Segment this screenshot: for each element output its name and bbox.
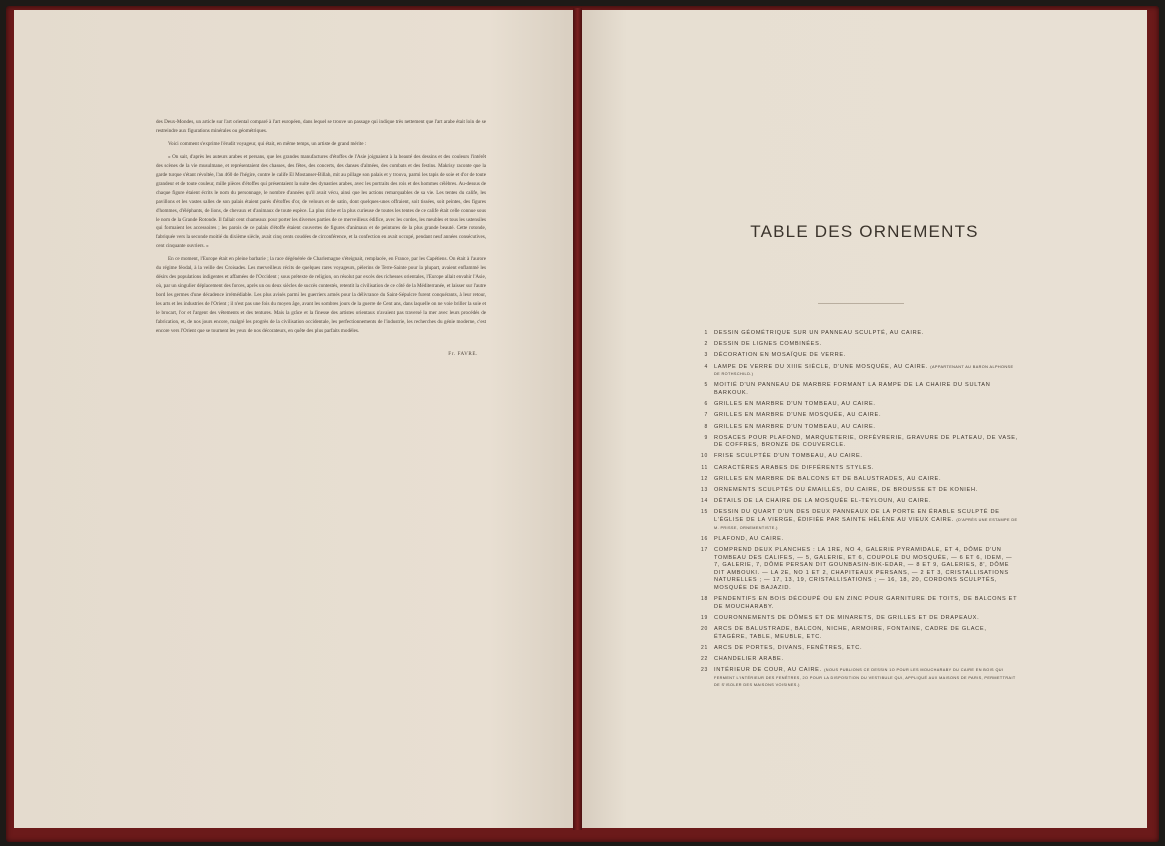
toc-entry-text: INTÉRIEUR DE COUR, AU CAIRE.: [714, 667, 822, 674]
toc-entry-number: 15: [701, 509, 708, 516]
toc-entry-note: (D'APRÈS UNE ESTAMPE DE M. PRISSE, ORNEMENTISTE.): [714, 518, 1018, 530]
toc-entry-text: MOITIÉ D'UN PANNEAU DE MARBRE FORMANT LA RAMPE DE LA CHAIRE DU SULTAN BARKOUK.: [714, 382, 991, 396]
table-of-ornaments: [700, 330, 1020, 694]
left-page-text: [156, 118, 486, 363]
toc-entry: [700, 476, 1020, 484]
toc-entry: [700, 401, 1020, 409]
toc-entry-number: 20: [701, 626, 708, 633]
toc-entry: [700, 364, 1020, 379]
toc-entry-number: 2: [704, 341, 708, 348]
toc-entry: [700, 465, 1020, 473]
paragraph: Voici comment s'exprime l'érudit voyageur, qui était, en même temps, un artiste de grand mérite :: [168, 140, 367, 147]
toc-entry-number: 12: [701, 475, 708, 482]
toc-entry-text: GRILLES EN MARBRE D'UNE MOSQUÉE, AU CAIRE.: [714, 412, 882, 419]
toc-entry: [700, 656, 1020, 664]
toc-entry-text: FRISE SCULPTÉE D'UN TOMBEAU, AU CAIRE.: [714, 453, 863, 460]
toc-entry: [700, 330, 1020, 338]
toc-entry-number: 17: [701, 546, 708, 553]
toc-entry-number: 14: [701, 498, 708, 505]
page-title: TABLE DES ORNEMENTS: [750, 222, 979, 241]
toc-entry-text: DESSIN DU QUART D'UN DES DEUX PANNEAUX DE LA PORTE EN ÉRABLE SCULPTÉ DE L'ÉGLISE DE LA VIERGE, ÉDIFIÉE PAR SAINTE HÉLÈNE AU VIEUX CAIRE.: [714, 509, 1000, 523]
toc-entry-text: ARCS DE PORTES, DIVANS, FENÊTRES, ETC.: [714, 644, 863, 651]
toc-entry-number: 19: [701, 614, 708, 621]
toc-entry-text: COMPREND DEUX PLANCHES : LA 1RE, NO 4, GALERIE PYRAMIDALE, ET 4, DÔME D'UN TOMBEAU DES CALIFES, — 5, GALERIE, ET 6, COUPOLE DU MOSQUÉE, — 6 ET 6, IDEM, — 7, GALERIE, 7, DÔME PERSAN DIT GOUNBASIN-BIK-EDAR, — 8 ET 9, GALERIES, 8', DÔME DIT AMBOUKI. — LA 2E, NO 1 ET 2, CHAPITEAUX PERSANS, — 2 ET 3, CRISTALLISATIONS NATURELLES ; — 17, 13, 19, CRISTALLISATIONS ; — 16, 18, 20, CORDONS SCULPTÉS, MOSQUÉE DE BAJAZID.: [714, 546, 1013, 591]
toc-entry-number: 21: [701, 644, 708, 651]
toc-entry: [700, 536, 1020, 544]
toc-entry: [700, 626, 1020, 641]
paragraph: « On sait, d'après les auteurs arabes et persans, que les grandes manufactures d'étoffes de l'Asie joignaient à la beauté des dessins et des couleurs l'intérêt des scènes de la vie musulmane, et représentaient des chasses, des fêtes, des concerts, des danses d'almées, des combats et des festins. Makrisy raconte que la garde turque s'étant révoltée, l'an 460 de l'hégire, contre le calife El Mostanser-Billah, mit au pillage son palais et y trouva, parmi les tapis de soie et d'or de toute grandeur et de toute couleur, mille pièces d'étoffes qui présentaient la suite des dynasties arabes, avec les portraits des rois et des hommes célèbres. Au-dessus de chaque figure étaient écrits le nom du personnage, le nombre d'années qu'il avait vécu, ainsi que les actions remarquables de sa vie. Les tentes du calife, les pavillons et les vastes salles de son palais étaient parés d'étoffes d'or, de velours et de satin, dont quelques-unes offraient, soit tissées, soit peintes, des figures d'hommes, d'éléphants, de lions, de chevaux et d'animaux de toute espèce. La plus riche et la plus curieuse de toutes les tentes de ce calife était celle connue sous le nom de la Grande Rotonde. Il fallait cent chameaux pour porter les diverses parties de ce merveilleux édifice, avec les cordes, les meubles et tous les ustensiles qui formaient les accessoires ; les parois de ce palais d'étoffe étaient couvertes de figures d'animaux et de peintures de la plus grande beauté. Cette rotonde, fabriquée vers la seconde moitié du dixième siècle, avait cinq cents coudées de circonférence, et la confection en avait occupé, pendant neuf années consécutives, cent cinquante ouvriers. »: [156, 153, 486, 250]
toc-entry-text: LAMPE DE VERRE DU XIIIE SIÈCLE, D'UNE MOSQUÉE, AU CAIRE.: [714, 363, 929, 370]
toc-entry: [700, 435, 1020, 450]
toc-entry-text: ORNEMENTS SCULPTÉS OU ÉMAILLÉS, DU CAIRE, DE BROUSSE ET DE KONIEH.: [714, 487, 978, 494]
toc-entry: [700, 645, 1020, 653]
toc-entry-number: 23: [701, 667, 708, 674]
toc-entry-text: GRILLES EN MARBRE D'UN TOMBEAU, AU CAIRE.: [714, 401, 876, 408]
toc-entry: [700, 453, 1020, 461]
toc-entry-number: 4: [704, 363, 708, 370]
toc-entry-number: 7: [704, 412, 708, 419]
toc-entry-text: ARCS DE BALUSTRADE, BALCON, NICHE, ARMOIRE, FONTAINE, CADRE DE GLACE, ÉTAGÈRE, TABLE, MEUBLE, ETC.: [714, 626, 987, 640]
toc-entry-text: CARACTÈRES ARABES DE DIFFÉRENTS STYLES.: [714, 464, 875, 471]
toc-entry: [700, 547, 1020, 593]
toc-entry: [700, 424, 1020, 432]
toc-entry-number: 5: [704, 382, 708, 389]
toc-entry: [700, 352, 1020, 360]
toc-entry: [700, 498, 1020, 506]
toc-entry-number: 18: [701, 596, 708, 603]
author-signature: Fr. FAVRE.: [448, 350, 478, 357]
toc-entry: [700, 615, 1020, 623]
toc-entry-number: 22: [701, 656, 708, 663]
paragraph: En ce moment, l'Europe était en pleine barbarie ; la race dégénérée de Charlemagne s'éteignait, remplacée, en France, par les Capétiens. On était à l'aurore du régime féodal, à la veille des Croisades. Les merveilleux récits de quelques rares voyageurs, pèlerins de Terre-Sainte pour la plupart, avaient enflammé les désirs des populations indigentes et affamées de l'Occident ; sous prétexte de religion, on résolut par excès des richesses orientales, l'Europe allait envahir l'Asie, où, par un singulier déplacement des forces, après un ou deux siècles de succès contestés, retentit la civilisation de ce côté de la Méditerranée, et laisser sur l'autre bord les germes d'une décadence irrémédiable. Les plus avisés parmi les guerriers armés pour la délivrance du Saint-Sépulcre furent conquérants, à leur retour, les arts et les industries de l'Orient ; il n'est pas une fois du moyen âge, avant les sombres jours de la guerre de Cent ans, dans laquelle on ne voie briller la soie et le brocart, l'or et l'argent des vêtements et des tentures. Mais la grâce et la finesse des artistes orientaux n'avaient pas traversé la mer avec leurs procédés de fabrication, et, de nos jours encore, malgré les progrès de la civilisation occidentale, les perfectionnements de l'industrie, les recherches du génie moderne, c'est encore vers l'Orient que se tournent les yeux de nos décorateurs, en quête des plus parfaits modèles.: [156, 256, 486, 334]
toc-entry-number: 16: [701, 535, 708, 542]
toc-entry-number: 10: [701, 453, 708, 460]
toc-entry-number: 8: [704, 423, 708, 430]
toc-entry-text: GRILLES EN MARBRE DE BALCONS ET DE BALUSTRADES, AU CAIRE.: [714, 475, 942, 482]
paragraph: des Deux-Mondes, un article sur l'art oriental comparé à l'art européen, dans lequel se trouve un passage qui indique très nettement que l'art arabe était loin de se restreindre aux figurations minérales ou géométriques.: [156, 119, 486, 134]
toc-entry-text: PLAFOND, AU CAIRE.: [714, 535, 784, 542]
toc-entry-note: (APPARTENANT AU BARON ALPHONSE DE ROTHSCHILD.): [714, 364, 1014, 377]
toc-entry-number: 3: [704, 352, 708, 359]
toc-entry-text: DÉCORATION EN MOSAÏQUE DE VERRE.: [714, 352, 847, 359]
toc-entry: [700, 341, 1020, 349]
toc-entry-number: 11: [701, 464, 708, 471]
toc-entry-number: 9: [704, 434, 708, 441]
toc-entry-text: DESSIN GÉOMÉTRIQUE SUR UN PANNEAU SCULPTÉ, AU CAIRE.: [714, 330, 925, 336]
toc-entry-text: DESSIN DE LIGNES COMBINÉES.: [714, 341, 822, 348]
book-gutter: [573, 8, 582, 830]
toc-entry-number: 6: [704, 401, 708, 408]
toc-entry: [700, 412, 1020, 420]
toc-entry-text: CHANDELIER ARABE.: [714, 656, 784, 663]
toc-entry-text: ROSACES POUR PLAFOND, MARQUETERIE, ORFÈVRERIE, GRAVURE DE PLATEAU, DE VASE, DE COFFRES, BRONZE DE COUVERCLE.: [714, 434, 1018, 449]
toc-entry-text: GRILLES EN MARBRE D'UN TOMBEAU, AU CAIRE.: [714, 423, 876, 430]
toc-entry-text: DÉTAILS DE LA CHAIRE DE LA MOSQUÉE EL-TEYLOUN, AU CAIRE.: [714, 498, 932, 505]
toc-entry-number: 1: [704, 330, 708, 336]
toc-entry-text: COURONNEMENTS DE DÔMES ET DE MINARETS, DE GRILLES ET DE DRAPEAUX.: [714, 614, 980, 621]
title-divider: [818, 303, 904, 304]
toc-entry-note: (NOUS PUBLIONS CE DESSIN 1O POUR LES MOUCHARABY DU CAIRE EN BOIS QUI FERMENT L'INTÉRIEUR DES FENÊTRES, 2O POUR LA DISPOSITION DU VESTIBULE QUI, APPLIQUÉ AUX MAISONS DE PARIS, PERMETTRAIT DE S'ISOLER DES MAISONS VOISINES.): [714, 668, 1016, 688]
toc-entry-number: 13: [701, 487, 708, 494]
toc-entry: [700, 382, 1020, 397]
toc-entry: [700, 596, 1020, 611]
toc-entry: [700, 667, 1020, 690]
toc-entry: [700, 509, 1020, 532]
toc-entry-text: PENDENTIFS EN BOIS DÉCOUPÉ OU EN ZINC POUR GARNITURE DE TOITS, DE BALCONS ET DE MOUCHARABY.: [714, 596, 1018, 610]
toc-entry: [700, 487, 1020, 495]
